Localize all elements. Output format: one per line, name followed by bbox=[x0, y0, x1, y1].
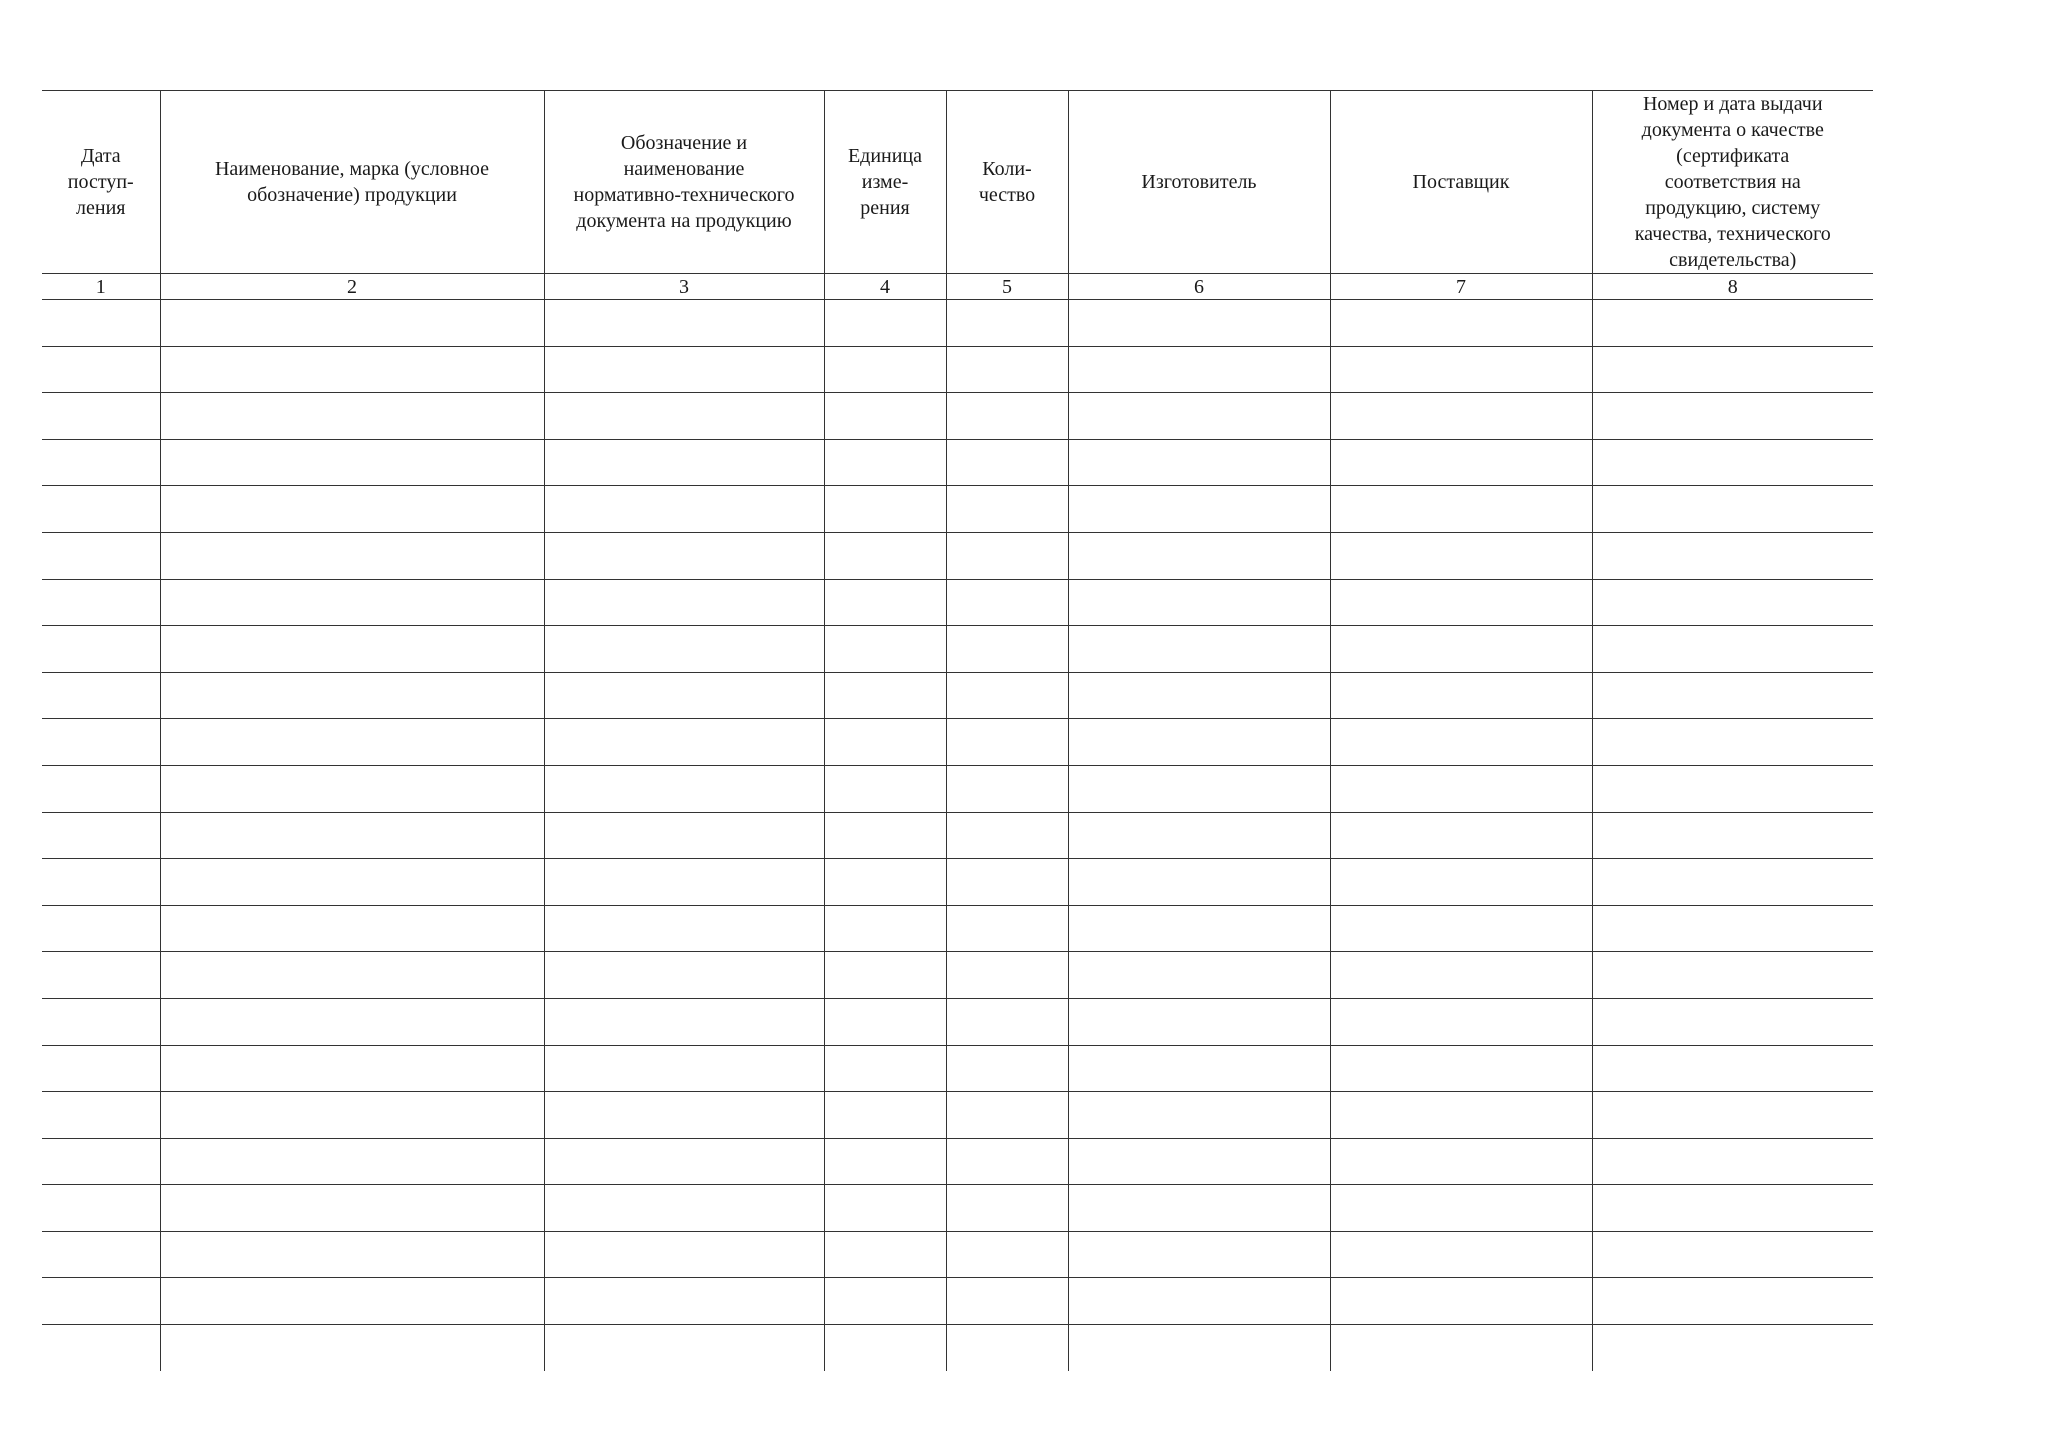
table-cell[interactable] bbox=[42, 439, 160, 486]
table-cell[interactable] bbox=[824, 672, 946, 719]
table-cell[interactable] bbox=[42, 765, 160, 812]
table-row bbox=[42, 393, 1873, 440]
table-cell[interactable] bbox=[946, 859, 1068, 906]
table-cell[interactable] bbox=[1592, 998, 1873, 1045]
table-cell[interactable] bbox=[1068, 1278, 1330, 1325]
table-cell[interactable] bbox=[1330, 439, 1592, 486]
table-cell[interactable] bbox=[1068, 486, 1330, 533]
table-cell[interactable] bbox=[824, 626, 946, 673]
table-cell[interactable] bbox=[42, 672, 160, 719]
table-cell[interactable] bbox=[1068, 439, 1330, 486]
table-cell[interactable] bbox=[824, 765, 946, 812]
table-cell[interactable] bbox=[544, 765, 824, 812]
table-row bbox=[42, 998, 1873, 1045]
table-cell[interactable] bbox=[946, 393, 1068, 440]
table-cell[interactable] bbox=[1068, 1185, 1330, 1232]
table-cell[interactable] bbox=[824, 346, 946, 393]
table-cell[interactable] bbox=[1330, 1278, 1592, 1325]
table-cell[interactable] bbox=[1330, 532, 1592, 579]
table-cell[interactable] bbox=[824, 719, 946, 766]
table-cell[interactable] bbox=[1068, 719, 1330, 766]
table-cell[interactable] bbox=[544, 905, 824, 952]
table-row bbox=[42, 626, 1873, 673]
table-cell[interactable] bbox=[1330, 626, 1592, 673]
table-cell[interactable] bbox=[1592, 1092, 1873, 1139]
table-cell[interactable] bbox=[1592, 1185, 1873, 1232]
table-cell[interactable] bbox=[544, 1092, 824, 1139]
table-cell[interactable] bbox=[1068, 626, 1330, 673]
column-number: 5 bbox=[946, 274, 1068, 300]
table-row bbox=[42, 952, 1873, 999]
table-cell[interactable] bbox=[160, 300, 544, 347]
table-cell[interactable] bbox=[1592, 486, 1873, 533]
table-cell[interactable] bbox=[1068, 393, 1330, 440]
table-cell[interactable] bbox=[42, 1278, 160, 1325]
table-cell[interactable] bbox=[42, 1325, 160, 1372]
table-cell[interactable] bbox=[1068, 998, 1330, 1045]
table-cell[interactable] bbox=[1592, 719, 1873, 766]
table-cell[interactable] bbox=[160, 1185, 544, 1232]
table-cell[interactable] bbox=[544, 859, 824, 906]
table-cell[interactable] bbox=[1068, 1325, 1330, 1372]
table-cell[interactable] bbox=[160, 672, 544, 719]
table-row bbox=[42, 439, 1873, 486]
table-row bbox=[42, 486, 1873, 533]
table-cell[interactable] bbox=[42, 1231, 160, 1278]
table-cell[interactable] bbox=[1592, 859, 1873, 906]
table-row bbox=[42, 672, 1873, 719]
table-cell[interactable] bbox=[1592, 1278, 1873, 1325]
table-cell[interactable] bbox=[1068, 1231, 1330, 1278]
table-cell[interactable] bbox=[544, 439, 824, 486]
table-cell[interactable] bbox=[824, 579, 946, 626]
column-number: 1 bbox=[42, 274, 160, 300]
register-table bbox=[42, 90, 1873, 1371]
table-cell[interactable] bbox=[544, 1231, 824, 1278]
table-row bbox=[42, 1138, 1873, 1185]
table-cell[interactable] bbox=[1068, 579, 1330, 626]
table-cell[interactable] bbox=[1330, 812, 1592, 859]
table-cell[interactable] bbox=[160, 905, 544, 952]
table-cell[interactable] bbox=[824, 1278, 946, 1325]
header-quantity: Коли- чество bbox=[946, 91, 1068, 274]
table-cell[interactable] bbox=[1330, 859, 1592, 906]
table-row bbox=[42, 1278, 1873, 1325]
table-cell[interactable] bbox=[1592, 905, 1873, 952]
table-cell[interactable] bbox=[544, 719, 824, 766]
table-cell[interactable] bbox=[824, 1092, 946, 1139]
table-cell[interactable] bbox=[1592, 1045, 1873, 1092]
table-cell[interactable] bbox=[42, 905, 160, 952]
table-cell[interactable] bbox=[1330, 300, 1592, 347]
table-cell[interactable] bbox=[1592, 672, 1873, 719]
table-cell[interactable] bbox=[1330, 1092, 1592, 1139]
table-cell[interactable] bbox=[1068, 812, 1330, 859]
table-cell[interactable] bbox=[544, 300, 824, 347]
header-manufacturer: Изготовитель bbox=[1068, 91, 1330, 274]
table-cell[interactable] bbox=[160, 1045, 544, 1092]
table-row bbox=[42, 532, 1873, 579]
table-row bbox=[42, 1231, 1873, 1278]
column-number: 2 bbox=[160, 274, 544, 300]
table-cell[interactable] bbox=[946, 300, 1068, 347]
table-cell[interactable] bbox=[1330, 1045, 1592, 1092]
column-number: 3 bbox=[544, 274, 824, 300]
table-cell[interactable] bbox=[42, 346, 160, 393]
table-cell[interactable] bbox=[1330, 393, 1592, 440]
table-cell[interactable] bbox=[824, 1185, 946, 1232]
table-cell[interactable] bbox=[160, 439, 544, 486]
table-cell[interactable] bbox=[160, 998, 544, 1045]
table-cell[interactable] bbox=[42, 812, 160, 859]
table-cell[interactable] bbox=[946, 1138, 1068, 1185]
header-product-name: Наименование, марка (условное обозначение) продукции bbox=[160, 91, 544, 274]
table-cell[interactable] bbox=[946, 765, 1068, 812]
table-cell[interactable] bbox=[946, 579, 1068, 626]
table-cell[interactable] bbox=[160, 1278, 544, 1325]
table-cell[interactable] bbox=[946, 532, 1068, 579]
table-cell[interactable] bbox=[1592, 626, 1873, 673]
table-cell[interactable] bbox=[946, 486, 1068, 533]
table-cell[interactable] bbox=[42, 393, 160, 440]
table-cell[interactable] bbox=[946, 626, 1068, 673]
table-cell[interactable] bbox=[946, 952, 1068, 999]
table-cell[interactable] bbox=[160, 579, 544, 626]
table-cell[interactable] bbox=[544, 812, 824, 859]
table-cell[interactable] bbox=[824, 1231, 946, 1278]
table-cell[interactable] bbox=[1592, 439, 1873, 486]
table-cell[interactable] bbox=[544, 952, 824, 999]
table-cell[interactable] bbox=[160, 859, 544, 906]
table-cell[interactable] bbox=[824, 952, 946, 999]
table-cell[interactable] bbox=[544, 346, 824, 393]
table-cell[interactable] bbox=[544, 1045, 824, 1092]
header-row bbox=[42, 91, 1873, 274]
table-cell[interactable] bbox=[160, 952, 544, 999]
table-cell[interactable] bbox=[1330, 765, 1592, 812]
table-cell[interactable] bbox=[42, 719, 160, 766]
table-cell[interactable] bbox=[946, 672, 1068, 719]
table-cell[interactable] bbox=[1068, 859, 1330, 906]
table-cell[interactable] bbox=[824, 1045, 946, 1092]
table-cell[interactable] bbox=[1592, 393, 1873, 440]
table-cell[interactable] bbox=[160, 765, 544, 812]
table-cell[interactable] bbox=[544, 486, 824, 533]
table-cell[interactable] bbox=[160, 812, 544, 859]
table-cell[interactable] bbox=[1330, 346, 1592, 393]
table-row bbox=[42, 1185, 1873, 1232]
table-cell[interactable] bbox=[544, 672, 824, 719]
table-row bbox=[42, 1092, 1873, 1139]
register-sheet bbox=[42, 90, 1873, 1371]
table-cell[interactable] bbox=[160, 532, 544, 579]
table-cell[interactable] bbox=[42, 579, 160, 626]
table-cell[interactable] bbox=[1068, 346, 1330, 393]
column-number-row bbox=[42, 274, 1873, 300]
table-row bbox=[42, 300, 1873, 347]
table-cell[interactable] bbox=[42, 300, 160, 347]
table-cell[interactable] bbox=[824, 1138, 946, 1185]
table-cell[interactable] bbox=[544, 1185, 824, 1232]
table-cell[interactable] bbox=[1330, 579, 1592, 626]
column-number: 8 bbox=[1592, 274, 1873, 300]
table-cell[interactable] bbox=[824, 300, 946, 347]
register-body bbox=[42, 300, 1873, 1372]
table-cell[interactable] bbox=[42, 1092, 160, 1139]
header-unit: Единица изме- рения bbox=[824, 91, 946, 274]
table-row bbox=[42, 905, 1873, 952]
table-cell[interactable] bbox=[946, 1092, 1068, 1139]
table-cell[interactable] bbox=[1592, 300, 1873, 347]
table-cell[interactable] bbox=[1592, 346, 1873, 393]
table-row bbox=[42, 346, 1873, 393]
table-cell[interactable] bbox=[946, 1325, 1068, 1372]
table-cell[interactable] bbox=[1592, 1138, 1873, 1185]
table-cell[interactable] bbox=[160, 626, 544, 673]
table-cell[interactable] bbox=[1592, 1325, 1873, 1372]
table-row bbox=[42, 765, 1873, 812]
table-cell[interactable] bbox=[1330, 905, 1592, 952]
column-number: 6 bbox=[1068, 274, 1330, 300]
header-quality-document: Номер и дата выдачи документа о качестве (сертификата соответствия на продукцию, систему качества, технического свидетельства) bbox=[1592, 91, 1873, 274]
table-cell[interactable] bbox=[824, 532, 946, 579]
table-cell[interactable] bbox=[42, 486, 160, 533]
table-cell[interactable] bbox=[1592, 532, 1873, 579]
header-date-received: Дата поступ- ления bbox=[42, 91, 160, 274]
table-cell[interactable] bbox=[1592, 765, 1873, 812]
table-cell[interactable] bbox=[1592, 1231, 1873, 1278]
table-row bbox=[42, 812, 1873, 859]
table-cell[interactable] bbox=[1068, 1045, 1330, 1092]
table-cell[interactable] bbox=[824, 998, 946, 1045]
table-cell[interactable] bbox=[1330, 1185, 1592, 1232]
table-cell[interactable] bbox=[1068, 1092, 1330, 1139]
table-cell[interactable] bbox=[42, 1138, 160, 1185]
table-cell[interactable] bbox=[824, 1325, 946, 1372]
table-cell[interactable] bbox=[824, 393, 946, 440]
table-cell[interactable] bbox=[160, 1231, 544, 1278]
table-row bbox=[42, 719, 1873, 766]
table-cell[interactable] bbox=[1068, 952, 1330, 999]
table-cell[interactable] bbox=[946, 905, 1068, 952]
table-cell[interactable] bbox=[1068, 905, 1330, 952]
header-normative-document: Обозначение и наименование нормативно-технического документа на продукцию bbox=[544, 91, 824, 274]
table-cell[interactable] bbox=[1330, 719, 1592, 766]
table-cell[interactable] bbox=[42, 626, 160, 673]
table-cell[interactable] bbox=[1592, 952, 1873, 999]
table-cell[interactable] bbox=[544, 1325, 824, 1372]
column-number: 4 bbox=[824, 274, 946, 300]
table-cell[interactable] bbox=[1330, 486, 1592, 533]
table-cell[interactable] bbox=[824, 439, 946, 486]
table-cell[interactable] bbox=[946, 1185, 1068, 1232]
table-cell[interactable] bbox=[1068, 672, 1330, 719]
table-cell[interactable] bbox=[42, 998, 160, 1045]
table-cell[interactable] bbox=[946, 439, 1068, 486]
table-cell[interactable] bbox=[824, 486, 946, 533]
table-cell[interactable] bbox=[946, 346, 1068, 393]
table-cell[interactable] bbox=[1330, 952, 1592, 999]
table-cell[interactable] bbox=[946, 1278, 1068, 1325]
table-cell[interactable] bbox=[544, 579, 824, 626]
table-cell[interactable] bbox=[946, 1231, 1068, 1278]
table-cell[interactable] bbox=[544, 393, 824, 440]
table-cell[interactable] bbox=[1330, 672, 1592, 719]
table-cell[interactable] bbox=[160, 1138, 544, 1185]
table-cell[interactable] bbox=[1068, 1138, 1330, 1185]
table-cell[interactable] bbox=[1330, 998, 1592, 1045]
table-cell[interactable] bbox=[42, 1045, 160, 1092]
table-cell[interactable] bbox=[160, 393, 544, 440]
table-cell[interactable] bbox=[1330, 1325, 1592, 1372]
table-cell[interactable] bbox=[160, 486, 544, 533]
table-cell[interactable] bbox=[1592, 579, 1873, 626]
table-cell[interactable] bbox=[824, 812, 946, 859]
table-cell[interactable] bbox=[1592, 812, 1873, 859]
table-cell[interactable] bbox=[160, 1092, 544, 1139]
table-row bbox=[42, 1325, 1873, 1372]
table-cell[interactable] bbox=[42, 1185, 160, 1232]
table-cell[interactable] bbox=[946, 719, 1068, 766]
table-cell[interactable] bbox=[544, 626, 824, 673]
table-cell[interactable] bbox=[946, 812, 1068, 859]
table-cell[interactable] bbox=[824, 859, 946, 906]
table-row bbox=[42, 1045, 1873, 1092]
table-cell[interactable] bbox=[946, 1045, 1068, 1092]
table-cell[interactable] bbox=[1068, 532, 1330, 579]
table-cell[interactable] bbox=[544, 998, 824, 1045]
table-cell[interactable] bbox=[544, 1278, 824, 1325]
table-cell[interactable] bbox=[1068, 300, 1330, 347]
table-cell[interactable] bbox=[1330, 1138, 1592, 1185]
table-cell[interactable] bbox=[160, 346, 544, 393]
table-cell[interactable] bbox=[1330, 1231, 1592, 1278]
table-row bbox=[42, 579, 1873, 626]
table-cell[interactable] bbox=[1068, 765, 1330, 812]
table-cell[interactable] bbox=[42, 952, 160, 999]
table-row bbox=[42, 859, 1873, 906]
table-cell[interactable] bbox=[946, 998, 1068, 1045]
table-cell[interactable] bbox=[160, 719, 544, 766]
table-cell[interactable] bbox=[160, 1325, 544, 1372]
table-cell[interactable] bbox=[824, 905, 946, 952]
header-supplier: Поставщик bbox=[1330, 91, 1592, 274]
table-cell[interactable] bbox=[544, 1138, 824, 1185]
table-cell[interactable] bbox=[42, 859, 160, 906]
table-cell[interactable] bbox=[544, 532, 824, 579]
table-cell[interactable] bbox=[42, 532, 160, 579]
column-number: 7 bbox=[1330, 274, 1592, 300]
